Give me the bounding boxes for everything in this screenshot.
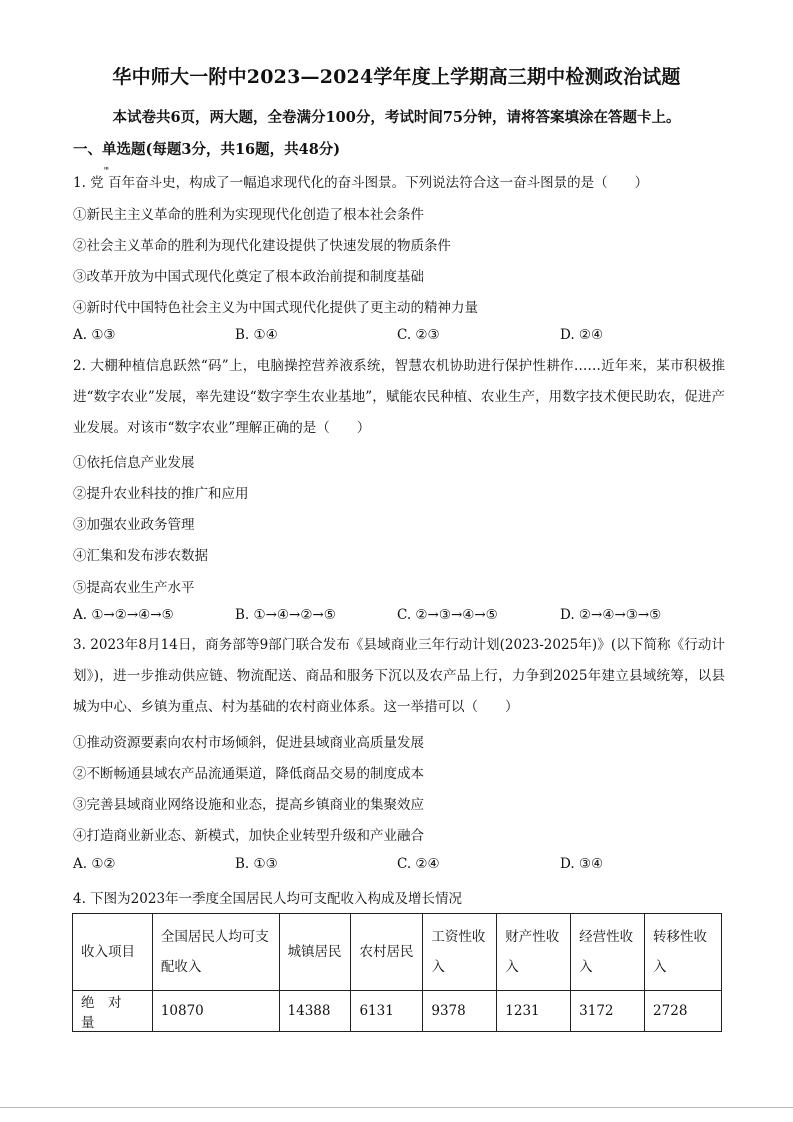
table-row-label: 绝 对 量 [73,991,153,1032]
question-1-stem-start: 1. 党 [73,175,104,191]
question-3-item: ③完善县域商业网络设施和业态，提高乡镇商业的集聚效应 [73,797,424,813]
question-1-item: ②社会主义革命的胜利为现代化建设提供了快速发展的物质条件 [73,238,451,254]
question-2-item: ①依托信息产业发展 [73,455,195,471]
exam-title: 华中师大一附中2023—2024学年度上学期高三期中检测政治试题 [112,66,681,88]
question-1-options [73,327,725,347]
exam-instructions: 本试卷共6页，两大题，全卷满分100分，考试时间75分钟，请将答案填涂在答题卡上。 [112,109,681,126]
table-header-cell: 全国居民人均可支配收入 [152,914,279,991]
option-b[interactable]: B. ①④ [235,327,278,343]
table-header-cell: 转移性收入 [645,914,722,991]
question-2-options [73,607,725,627]
option-c[interactable]: C. ②③ [397,327,440,343]
option-c[interactable]: C. ②→③→④→⑤ [397,607,498,623]
question-1-stem-rest: 百年奋斗史，构成了一幅追求现代化的奋斗图景。下列说法符合这一奋斗图景的是（ ） [108,175,649,191]
question-2-stem: 2. 大棚种植信息跃然“码”上，电脑操控营养液系统，智慧农机协助进行保护性耕作……近年来，某市积极推进“数字农业”发展，率先建设“数字孪生农业基地”，赋能农民种植、农业生产，用数字技术便民助农，促进产业发展。对该市“数字农业”理解正确的是（ ） [73,358,725,436]
question-4-stem: 4. 下图为2023年一季度全国居民人均可支配收入构成及增长情况 [73,891,463,907]
question-2-item: ③加强农业政务管理 [73,517,195,533]
table-cell: 14388 [279,991,351,1032]
option-a[interactable]: A. ①③ [73,327,116,343]
table-cell: 9378 [423,991,497,1032]
table-header-cell: 收入项目 [73,914,153,991]
question-2-item: ④汇集和发布涉农数据 [73,548,208,564]
section-heading: 一、单选题(每题3分，共16题，共48分) [73,141,341,158]
income-table [72,913,722,1032]
question-1-item: ①新民主主义革命的胜利为实现现代化创造了根本社会条件 [73,207,424,223]
table-cell: 6131 [351,991,423,1032]
question-3-item: ②不断畅通县域农产品流通渠道，降低商品交易的制度成本 [73,766,424,782]
table-cell: 2728 [645,991,722,1032]
question-1-stem [73,167,649,191]
option-d[interactable]: D. ②→④→③→⑤ [560,607,662,623]
table-cell: 10870 [152,991,279,1032]
table-cell: 1231 [497,991,571,1032]
question-2-item: ②提升农业科技的推广和应用 [73,486,249,502]
question-1-item: ③改革开放为中国式现代化奠定了根本政治前提和制度基础 [73,269,424,285]
table-header-cell: 经营性收入 [571,914,645,991]
table-header-cell: 城镇居民 [279,914,351,991]
table-header-cell: 财产性收入 [497,914,571,991]
option-d[interactable]: D. ②④ [560,327,604,343]
option-b[interactable]: B. ①③ [235,856,278,872]
question-1-item: ④新时代中国特色社会主义为中国式现代化提供了更主动的精神力量 [73,300,478,316]
option-d[interactable]: D. ③④ [560,856,604,872]
table-cell: 3172 [571,991,645,1032]
option-a[interactable]: A. ①→②→④→⑤ [73,607,174,623]
question-2-item: ⑤提高农业生产水平 [73,580,195,596]
question-3-item: ④打造商业新业态、新模式，加快企业转型升级和产业融合 [73,828,424,844]
option-c[interactable]: C. ②④ [397,856,440,872]
watermark-mark: ''' [103,167,109,177]
table-header-row [73,914,722,991]
table-row [73,991,722,1032]
question-3-options [73,856,725,876]
page-bottom-divider [0,1107,793,1108]
question-3-stem: 3. 2023年8月14日，商务部等9部门联合发布《县域商业三年行动计划(2023-2025年)》(以下简称《行动计划》)，进一步推动供应链、物流配送、商品和服务下沉以及农产品上行，力争到2025年建立县域统筹，以县城为中心、乡镇为重点、村为基础的农村商业体系。这一举措可以（ ） [73,637,725,715]
option-b[interactable]: B. ①→④→②→⑤ [235,607,336,623]
table-header-cell: 农村居民 [351,914,423,991]
option-a[interactable]: A. ①② [73,856,116,872]
table-header-cell: 工资性收入 [423,914,497,991]
question-3-item: ①推动资源要素向农村市场倾斜，促进县域商业高质量发展 [73,735,424,751]
